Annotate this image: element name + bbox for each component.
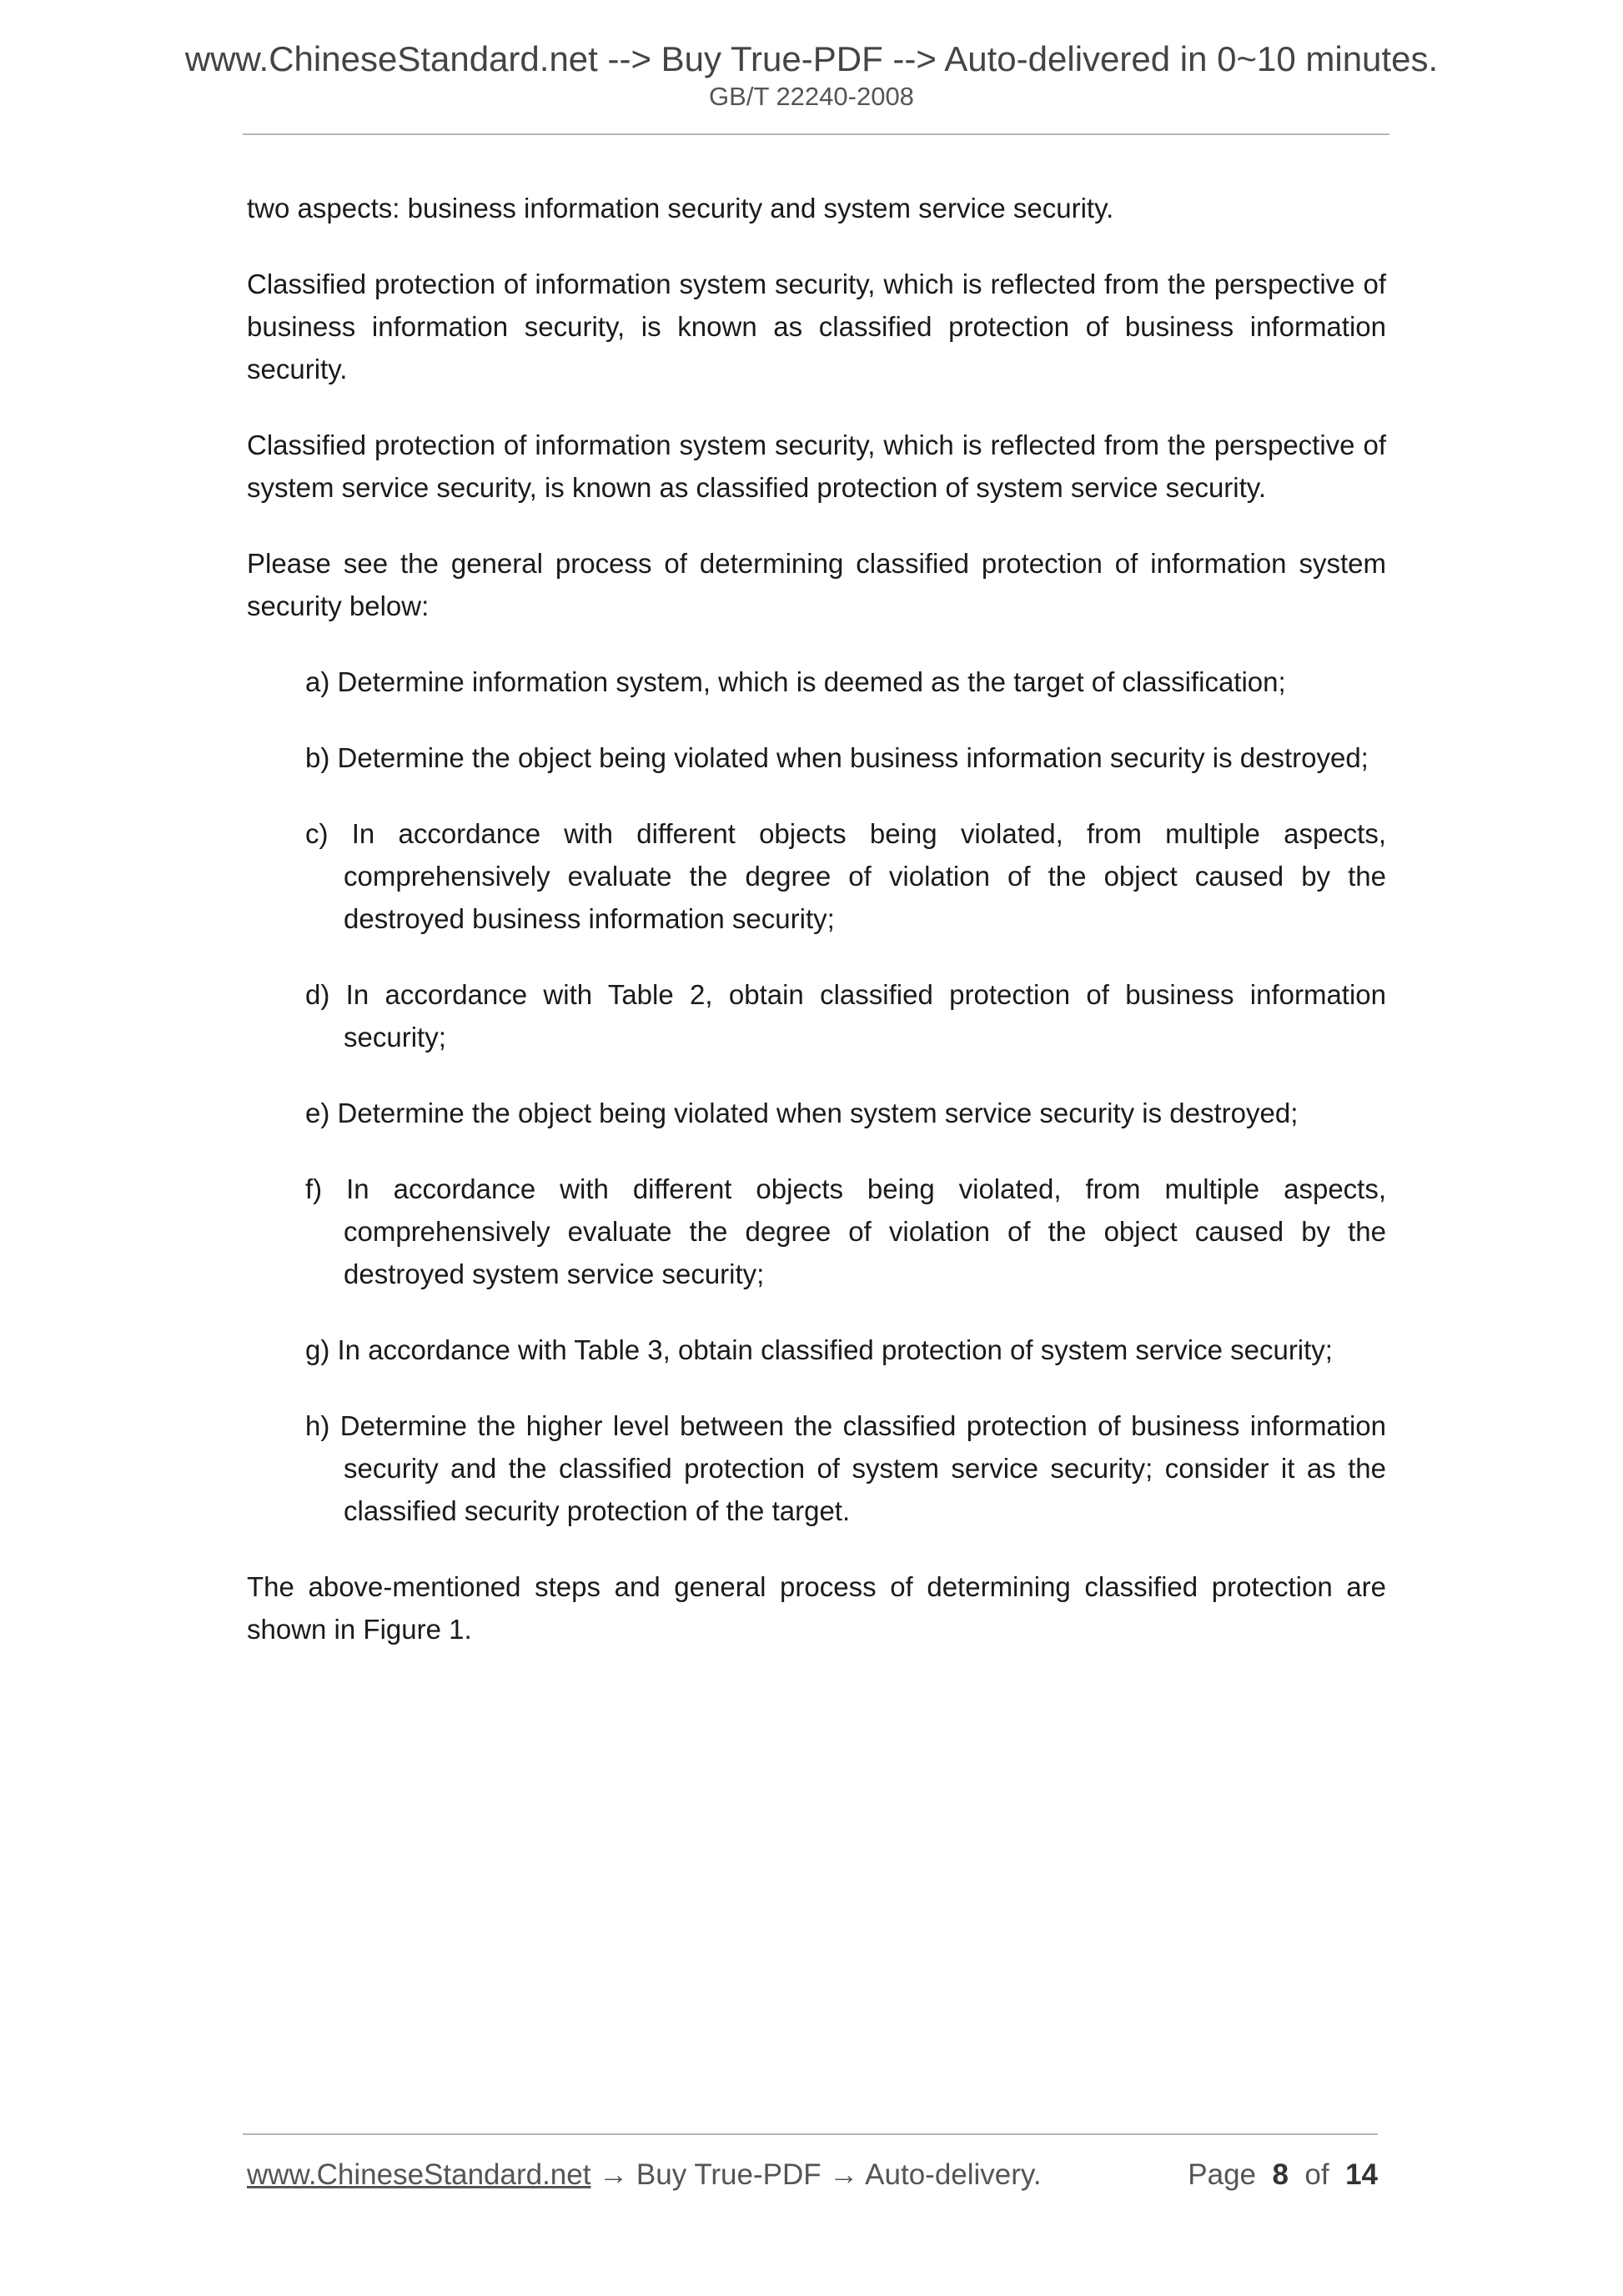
footer-site-link[interactable]: www.ChineseStandard.net (247, 2158, 591, 2191)
list-item (305, 736, 1386, 779)
list-item (305, 661, 1386, 703)
step-marker: c) (305, 818, 329, 849)
total-pages-number: 14 (1345, 2158, 1378, 2191)
list-item (305, 812, 1386, 940)
footer-left (247, 2158, 1042, 2192)
list-item (305, 1092, 1386, 1134)
process-intro-paragraph: Please see the general process of determining classified protection of information system security below: (247, 548, 1386, 621)
header-divider (243, 133, 1389, 135)
list-item (305, 973, 1386, 1058)
site-banner: www.ChineseStandard.net --> Buy True-PDF --> Auto-delivered in 0~10 minutes. (184, 39, 1439, 78)
service-security-paragraph: Classified protection of information system security, which is reflected from the perspective of system service security, is known as classified protection of system service security. (247, 430, 1386, 503)
figure-reference-paragraph: The above-mentioned steps and general process of determining classified protection are shown in Figure 1. (247, 1571, 1386, 1645)
step-marker: f) (305, 1173, 323, 1204)
footer-divider (243, 2133, 1378, 2135)
page-label: Page (1188, 2158, 1257, 2191)
intro-paragraph: two aspects: business information security and system service security. (247, 193, 1114, 224)
step-marker: h) (305, 1410, 330, 1441)
process-steps-list (247, 661, 1386, 1532)
current-page-number: 8 (1272, 2158, 1289, 2191)
list-item (305, 1329, 1386, 1371)
step-text: Determine information system, which is deemed as the target of classification; (337, 666, 1286, 697)
page-content (247, 187, 1386, 1684)
step-text: In accordance with Table 3, obtain classified protection of system service security; (337, 1334, 1333, 1365)
step-text: Determine the higher level between the classified protection of business information security and the classified protection of system service security; consider it as the classified security protection of the target. (339, 1410, 1387, 1526)
list-item (305, 1168, 1386, 1295)
step-marker: b) (305, 742, 330, 773)
step-marker: a) (305, 666, 330, 697)
document-code: GB/T 22240-2008 (709, 82, 914, 111)
step-marker: e) (305, 1098, 330, 1128)
of-label: of (1304, 2158, 1329, 2191)
step-text: In accordance with different objects being violated, from multiple aspects, comprehensively evaluate the degree of violation of the object caused by the destroyed business information security; (344, 818, 1387, 934)
step-text: Determine the object being violated when system service security is destroyed; (337, 1098, 1299, 1128)
business-security-paragraph: Classified protection of information system security, which is reflected from the perspective of business information security, is known as classified protection of business information security. (247, 269, 1386, 384)
page-indicator (1188, 2158, 1378, 2192)
step-text: In accordance with Table 2, obtain classified protection of business information security; (344, 979, 1387, 1053)
step-marker: g) (305, 1334, 330, 1365)
list-item (305, 1404, 1386, 1532)
step-text: Determine the object being violated when business information security is destroyed; (337, 742, 1369, 773)
footer-tagline: → Buy True-PDF → Auto-delivery. (590, 2158, 1042, 2191)
step-text: In accordance with different objects being violated, from multiple aspects, comprehensively evaluate the degree of violation of the object caused by the destroyed system service security; (344, 1173, 1387, 1289)
step-marker: d) (305, 979, 330, 1010)
